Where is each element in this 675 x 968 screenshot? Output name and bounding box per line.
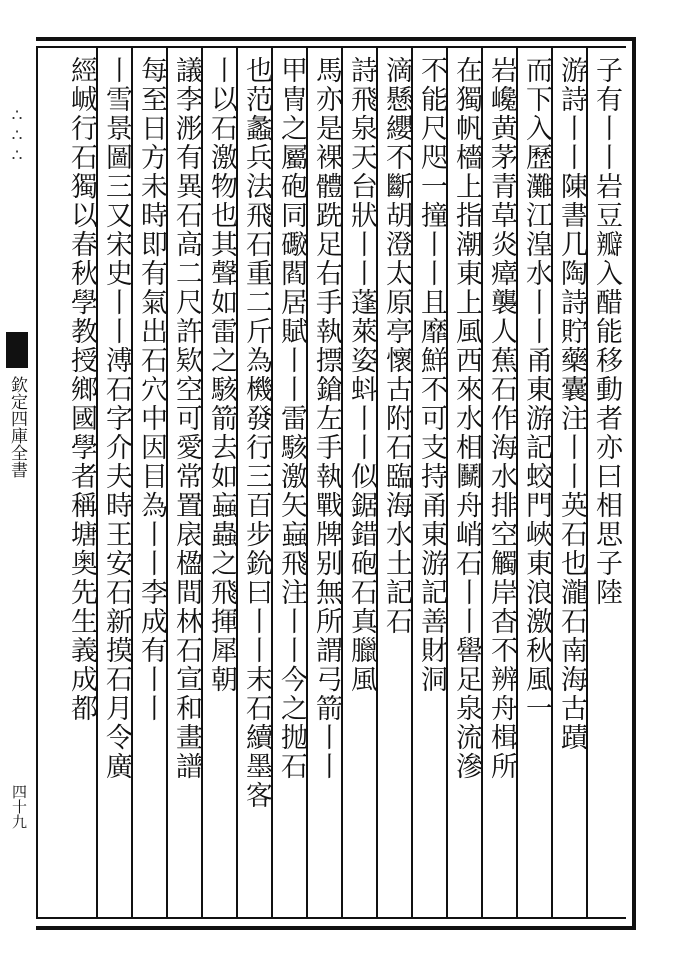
text-column-3: 而下入歷灘江湟水丨丨甬東游記蛟門峽東浪激秋風一 bbox=[521, 56, 552, 723]
text-column-15: 丨雪景圖三又宋史丨丨溥石字介夫時王安石新摸石月令廣 bbox=[101, 56, 132, 781]
text-column-14: 每至日方未時即有氣出石穴中因目為丨丨李成有丨丨 bbox=[136, 56, 167, 723]
text-column-2: 游詩丨丨陳書几陶詩貯藥囊注丨丨英石也瀧石南海古蹟 bbox=[556, 56, 587, 752]
book-title: 欽定四庫全書 bbox=[7, 376, 27, 478]
text-column-7: 滴懸纓不斷胡澄太原亭懷古附石臨海水土記石 bbox=[381, 56, 412, 636]
text-column-5: 在獨帆檣上指潮東上風西來水相鬭舟峭石丨丨嚳足泉流滲 bbox=[451, 56, 482, 781]
fish-tail-mark bbox=[6, 332, 28, 368]
column-rule bbox=[36, 46, 38, 919]
folio-number: 四十九 bbox=[10, 784, 28, 829]
text-column-1: 子有丨丨岩豆瓣入醋能移動者亦曰相思子陸 bbox=[591, 56, 622, 607]
margin-marks: ∴∴∴ bbox=[7, 106, 27, 166]
text-column-11: 也范蠡兵法飛石重二斤為機發行三百步鈗曰丨丨末石續墨客 bbox=[241, 56, 272, 810]
text-column-8: 詩飛泉天台狀丨丨蓬萊姿蚪丨丨似鋸錯砲石真臘風 bbox=[346, 56, 377, 694]
text-column-16: 經峸行石獨以春秋學教授鄉國學者稱塘奥先生義成都 bbox=[66, 56, 97, 723]
text-column-10: 甲冑之屬砲同礮閻居賦丨丨雷駭激矢蝱飛注丨丨今之抛石 bbox=[276, 56, 307, 781]
text-column-12: 丨以石激物也其聲如雷之駭箭去如蝱蟲之飛揮犀朝 bbox=[206, 56, 237, 694]
text-column-9: 馬亦是裸體跣足右手執摽鎗左手執戰牌别無所謂弓箭丨丨 bbox=[311, 56, 342, 781]
text-column-6: 不能尺咫一撞丨丨且靡鮮不可支持甬東游記善財洞 bbox=[416, 56, 447, 694]
text-column-13: 議李浵有異石高二尺許欵空可愛常置扆楹間林石宣和畫譜 bbox=[171, 56, 202, 781]
page-margin bbox=[0, 46, 34, 919]
text-column-4: 岩巉黄茅青草炎瘴襲人蕉石作海水排空觸岸杳不辨舟楫所 bbox=[486, 56, 517, 781]
